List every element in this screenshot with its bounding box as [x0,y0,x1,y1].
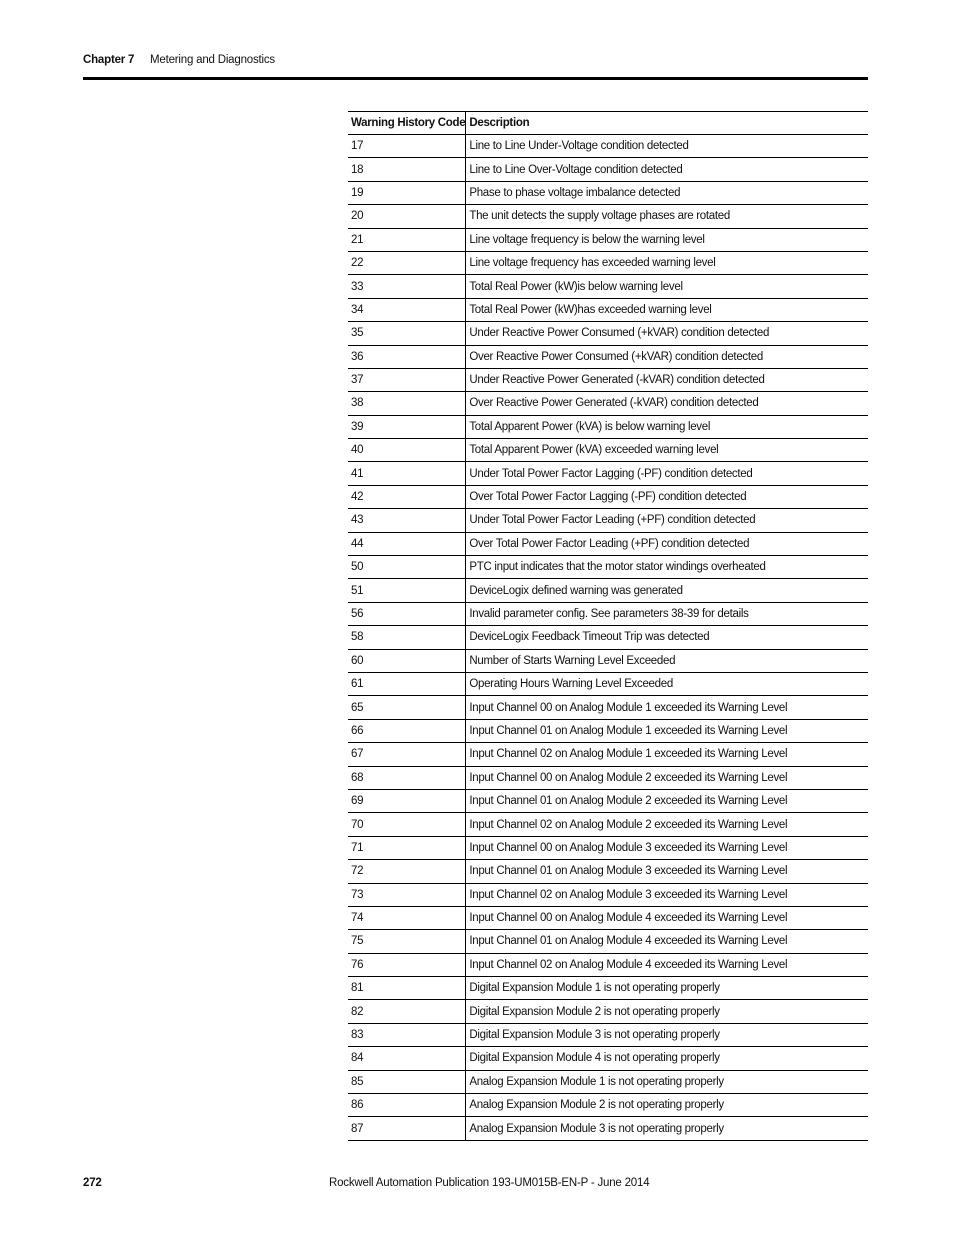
table-row [348,509,868,532]
warning-code-cell: 58 [348,626,466,649]
warning-description-cell: Operating Hours Warning Level Exceeded [466,672,868,695]
warning-code-cell: 51 [348,579,466,602]
warning-code-cell: 71 [348,836,466,859]
table-row [348,860,868,883]
warning-code-cell: 70 [348,813,466,836]
warning-code-cell: 56 [348,602,466,625]
table-row [348,836,868,859]
table-row [348,1117,868,1140]
warning-description-cell: Analog Expansion Module 3 is not operating properly [466,1117,868,1140]
table-row [348,602,868,625]
warning-code-cell: 84 [348,1047,466,1070]
table-row [348,672,868,695]
warning-description-cell: Phase to phase voltage imbalance detected [466,181,868,204]
table-row [348,1047,868,1070]
warning-description-cell: Over Reactive Power Generated (-kVAR) condition detected [466,392,868,415]
warning-description-cell: Digital Expansion Module 1 is not operating properly [466,977,868,1000]
warning-description-cell: Total Apparent Power (kVA) exceeded warning level [466,439,868,462]
warning-description-cell: Line to Line Over-Voltage condition detected [466,158,868,181]
warning-code-cell: 68 [348,766,466,789]
warning-description-cell: Total Real Power (kW)is below warning level [466,275,868,298]
warning-description-cell: Input Channel 02 on Analog Module 4 exceeded its Warning Level [466,953,868,976]
warning-history-table [348,111,868,1141]
warning-code-cell: 38 [348,392,466,415]
warning-code-cell: 66 [348,719,466,742]
warning-code-cell: 67 [348,743,466,766]
warning-code-cell: 22 [348,251,466,274]
table-row [348,1000,868,1023]
table-row [348,696,868,719]
table-row [348,579,868,602]
chapter-title: Metering and Diagnostics [150,54,275,66]
warning-description-cell: Line voltage frequency has exceeded warning level [466,251,868,274]
warning-description-cell: PTC input indicates that the motor stator windings overheated [466,556,868,579]
table-row [348,251,868,274]
table-row [348,906,868,929]
warning-code-cell: 83 [348,1023,466,1046]
table-body [348,135,868,1141]
table-row [348,181,868,204]
warning-code-cell: 43 [348,509,466,532]
warning-description-cell: Under Reactive Power Consumed (+kVAR) condition detected [466,322,868,345]
warning-description-cell: Line to Line Under-Voltage condition detected [466,135,868,158]
table-row [348,275,868,298]
table-row [348,392,868,415]
warning-code-cell: 69 [348,789,466,812]
warning-code-cell: 39 [348,415,466,438]
table-row [348,532,868,555]
warning-code-cell: 18 [348,158,466,181]
table-row [348,485,868,508]
warning-code-cell: 75 [348,930,466,953]
warning-description-cell: Digital Expansion Module 3 is not operating properly [466,1023,868,1046]
table-row [348,883,868,906]
warning-code-cell: 17 [348,135,466,158]
warning-code-cell: 85 [348,1070,466,1093]
warning-code-cell: 33 [348,275,466,298]
warning-description-cell: Over Total Power Factor Lagging (-PF) condition detected [466,485,868,508]
warning-description-cell: Analog Expansion Module 2 is not operating properly [466,1094,868,1117]
warning-code-cell: 82 [348,1000,466,1023]
table-row [348,368,868,391]
table-row [348,766,868,789]
table-row [348,626,868,649]
warning-code-cell: 65 [348,696,466,719]
warning-description-cell: Over Total Power Factor Leading (+PF) condition detected [466,532,868,555]
warning-description-cell: Input Channel 00 on Analog Module 3 exceeded its Warning Level [466,836,868,859]
warning-description-cell: Under Total Power Factor Lagging (-PF) condition detected [466,462,868,485]
warning-code-cell: 42 [348,485,466,508]
warning-description-cell: Total Real Power (kW)has exceeded warning level [466,298,868,321]
page-header [83,53,868,80]
warning-code-cell: 21 [348,228,466,251]
table-row [348,322,868,345]
warning-code-cell: 19 [348,181,466,204]
table-row [348,439,868,462]
warning-code-cell: 35 [348,322,466,345]
warning-code-cell: 74 [348,906,466,929]
warning-description-cell: DeviceLogix Feedback Timeout Trip was detected [466,626,868,649]
table-header-row [348,112,868,135]
warning-description-cell: Input Channel 00 on Analog Module 2 exceeded its Warning Level [466,766,868,789]
warning-code-cell: 87 [348,1117,466,1140]
warning-code-cell: 73 [348,883,466,906]
table-row [348,345,868,368]
warning-description-cell: Number of Starts Warning Level Exceeded [466,649,868,672]
warning-code-cell: 41 [348,462,466,485]
warning-description-cell: Over Reactive Power Consumed (+kVAR) condition detected [466,345,868,368]
column-header-description: Description [466,112,868,135]
table-row [348,1094,868,1117]
warning-description-cell: Input Channel 00 on Analog Module 4 exceeded its Warning Level [466,906,868,929]
warning-description-cell: Under Total Power Factor Leading (+PF) condition detected [466,509,868,532]
table-row [348,1023,868,1046]
warning-code-cell: 81 [348,977,466,1000]
warning-code-cell: 20 [348,205,466,228]
warning-description-cell: Input Channel 01 on Analog Module 4 exceeded its Warning Level [466,930,868,953]
warning-description-cell: Invalid parameter config. See parameters 38-39 for details [466,602,868,625]
table-row [348,719,868,742]
table-row [348,205,868,228]
warning-description-cell: Total Apparent Power (kVA) is below warning level [466,415,868,438]
table-row [348,462,868,485]
table-row [348,228,868,251]
table-row [348,649,868,672]
warning-code-cell: 72 [348,860,466,883]
warning-description-cell: Analog Expansion Module 1 is not operating properly [466,1070,868,1093]
warning-description-cell: Digital Expansion Module 2 is not operating properly [466,1000,868,1023]
warning-description-cell: Input Channel 01 on Analog Module 2 exceeded its Warning Level [466,789,868,812]
table-row [348,556,868,579]
warning-code-cell: 34 [348,298,466,321]
warning-description-cell: Input Channel 02 on Analog Module 1 exceeded its Warning Level [466,743,868,766]
column-header-code: Warning History Code [348,112,466,135]
table-row [348,977,868,1000]
warning-description-cell: Input Channel 00 on Analog Module 1 exceeded its Warning Level [466,696,868,719]
page-number: 272 [83,1177,102,1189]
warning-description-cell: Input Channel 01 on Analog Module 3 exceeded its Warning Level [466,860,868,883]
table-row [348,953,868,976]
warning-description-cell: Input Channel 02 on Analog Module 3 exceeded its Warning Level [466,883,868,906]
warning-description-cell: Digital Expansion Module 4 is not operating properly [466,1047,868,1070]
warning-code-cell: 44 [348,532,466,555]
table-row [348,813,868,836]
warning-description-cell: Input Channel 02 on Analog Module 2 exceeded its Warning Level [466,813,868,836]
warning-code-cell: 37 [348,368,466,391]
warning-code-cell: 76 [348,953,466,976]
warning-code-cell: 61 [348,672,466,695]
table-row [348,158,868,181]
table-row [348,135,868,158]
warning-description-cell: Line voltage frequency is below the warning level [466,228,868,251]
warning-code-cell: 86 [348,1094,466,1117]
warning-description-cell: Input Channel 01 on Analog Module 1 exceeded its Warning Level [466,719,868,742]
warning-code-cell: 50 [348,556,466,579]
table-row [348,930,868,953]
warning-code-cell: 40 [348,439,466,462]
warning-code-cell: 60 [348,649,466,672]
warning-description-cell: The unit detects the supply voltage phases are rotated [466,205,868,228]
warning-code-cell: 36 [348,345,466,368]
table-row [348,743,868,766]
warning-description-cell: DeviceLogix defined warning was generated [466,579,868,602]
warning-description-cell: Under Reactive Power Generated (-kVAR) condition detected [466,368,868,391]
table-row [348,298,868,321]
chapter-label: Chapter 7 [83,54,135,66]
table-row [348,789,868,812]
table-row [348,1070,868,1093]
table-row [348,415,868,438]
publication-info: Rockwell Automation Publication 193-UM015B-EN-P - June 2014 [329,1177,650,1189]
